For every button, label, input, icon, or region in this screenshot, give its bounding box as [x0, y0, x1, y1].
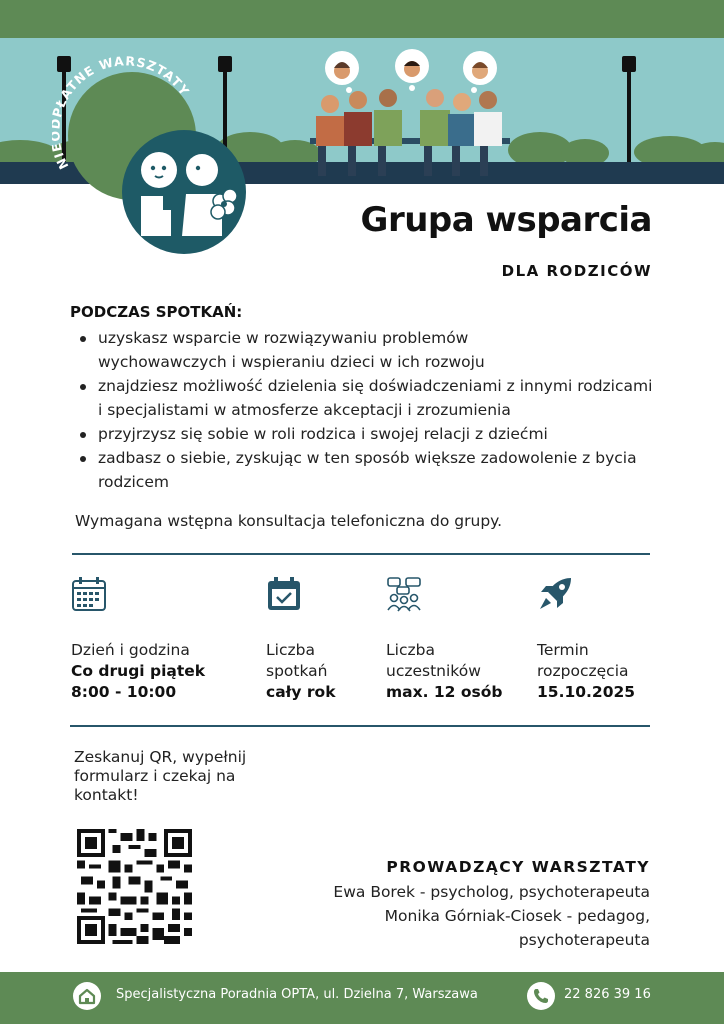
info-participants: [386, 576, 516, 703]
info-day-time: [71, 576, 231, 703]
rocket-icon: [537, 576, 573, 612]
footer: [0, 972, 724, 1024]
footer-address: Specjalistyczna Poradnia OPTA, ul. Dzielna 7, Warszawa: [116, 987, 478, 1002]
phone-icon[interactable]: [527, 982, 555, 1010]
calendar-grid-icon: [71, 576, 107, 612]
benefits-heading: PODCZAS SPOTKAŃ:: [70, 303, 243, 321]
top-band: [0, 0, 724, 38]
leader-line: Ewa Borek - psycholog, psychoterapeuta: [333, 883, 650, 901]
badge-text: NI ŁATNE WARSZTATY: [52, 56, 193, 172]
list-item: przyjrzysz się sobie w roli rodzica i swojej relacji z dziećmi: [80, 422, 660, 446]
list-item: zadbasz o siebie, zyskując w ten sposób większe zadowolenie z bycia rodzicem: [80, 446, 640, 494]
calendar-check-icon: [266, 576, 302, 612]
info-label: Liczba uczestników: [386, 641, 481, 680]
info-label: Termin rozpoczęcia: [537, 641, 629, 680]
page-subtitle: DLA RODZICÓW: [501, 262, 652, 280]
info-label: Liczba spotkań: [266, 641, 328, 680]
info-label: Dzień i godzina: [71, 641, 190, 659]
info-value: 15.10.2025: [537, 683, 636, 701]
info-value: Co drugi piątek: [71, 662, 206, 680]
consultation-note: Wymagana wstępna konsultacja telefoniczna do grupy.: [75, 512, 503, 530]
info-value: max. 12 osób: [386, 683, 503, 701]
list-item: uzyskasz wsparcie w rozwiązywaniu problemów wychowawczych i wspieraniu dzieci w ich rozwoju: [80, 326, 510, 374]
benefits-list: [80, 326, 660, 494]
footer-phone[interactable]: 22 826 39 16: [564, 987, 651, 1002]
workshop-logo: [52, 56, 252, 256]
list-item: znajdziesz możliwość dzielenia się doświadczeniami z innymi rodzicami i specjalistami w atmosferze akceptacji i zrozumienia: [80, 374, 660, 422]
leader-line: Monika Górniak-Ciosek - pedagog,: [384, 907, 650, 925]
home-icon: [73, 982, 101, 1010]
divider: [70, 725, 650, 727]
info-start-date: [537, 576, 657, 703]
divider: [72, 553, 650, 555]
info-meetings: [266, 576, 366, 703]
qr-instruction: Zeskanuj QR, wypełnij formularz i czekaj na kontakt!: [74, 748, 247, 804]
leaders-title: PROWADZĄCY WARSZTATY: [386, 858, 650, 876]
qr-code[interactable]: [77, 829, 192, 944]
info-value-time: 8:00 - 10:00: [71, 683, 177, 701]
leader-line: psychoterapeuta: [518, 931, 650, 949]
group-chat-icon: [386, 576, 422, 612]
page-title: Grupa wsparcia: [360, 200, 652, 240]
info-value: cały rok: [266, 683, 336, 701]
workshop-leaders: [333, 858, 650, 952]
